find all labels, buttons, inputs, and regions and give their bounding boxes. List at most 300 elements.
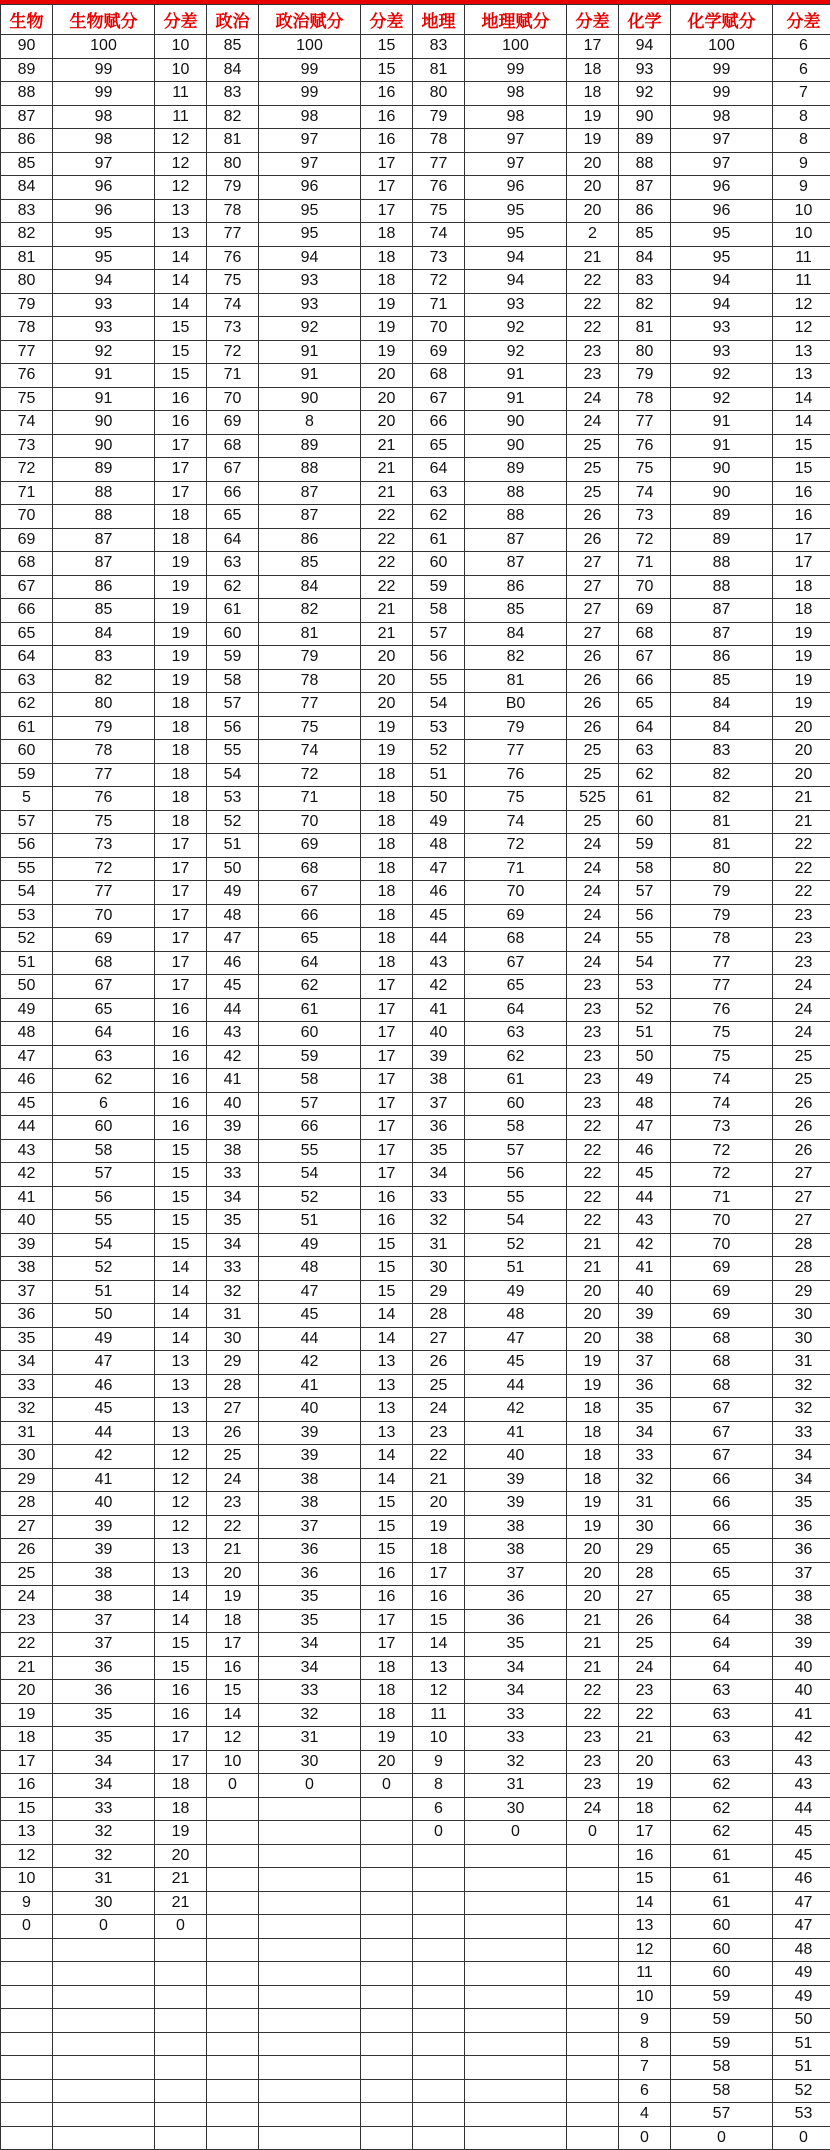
cell-geography-diff: 19 bbox=[567, 1351, 619, 1375]
cell-chemistry-scaled: 68 bbox=[671, 1374, 773, 1398]
cell-politics: 60 bbox=[207, 622, 259, 646]
cell-politics: 66 bbox=[207, 481, 259, 505]
cell-geography-scaled: 69 bbox=[465, 904, 567, 928]
cell-geography-diff: 21 bbox=[567, 1233, 619, 1257]
cell-chemistry: 83 bbox=[619, 270, 671, 294]
cell-geography: 79 bbox=[413, 105, 465, 129]
cell-politics: 32 bbox=[207, 1280, 259, 1304]
cell-chemistry: 6 bbox=[619, 2079, 671, 2103]
cell-geography-diff: 21 bbox=[567, 1609, 619, 1633]
cell-geography-scaled: 32 bbox=[465, 1750, 567, 1774]
cell-chemistry-diff: 16 bbox=[773, 481, 830, 505]
cell-biology-diff: 16 bbox=[155, 1092, 207, 1116]
cell-chemistry-diff: 45 bbox=[773, 1844, 830, 1868]
table-row bbox=[1, 834, 830, 858]
cell-politics-diff: 17 bbox=[361, 1116, 413, 1140]
cell-politics: 84 bbox=[207, 58, 259, 82]
cell-politics-scaled: 38 bbox=[259, 1492, 361, 1516]
cell-politics-scaled: 69 bbox=[259, 834, 361, 858]
cell-chemistry-diff: 27 bbox=[773, 1210, 830, 1234]
cell-chemistry-diff: 17 bbox=[773, 552, 830, 576]
cell-chemistry-scaled: 66 bbox=[671, 1492, 773, 1516]
cell-biology-scaled: 92 bbox=[53, 340, 155, 364]
cell-chemistry-scaled: 77 bbox=[671, 975, 773, 999]
cell-geography-diff: 26 bbox=[567, 646, 619, 670]
cell-politics-scaled: 44 bbox=[259, 1327, 361, 1351]
cell-biology-scaled bbox=[53, 2126, 155, 2150]
cell-biology: 78 bbox=[1, 317, 53, 341]
cell-chemistry-diff: 41 bbox=[773, 1703, 830, 1727]
cell-politics: 63 bbox=[207, 552, 259, 576]
cell-geography-diff: 27 bbox=[567, 599, 619, 623]
cell-chemistry-scaled: 61 bbox=[671, 1868, 773, 1892]
cell-politics: 75 bbox=[207, 270, 259, 294]
cell-politics-scaled: 35 bbox=[259, 1609, 361, 1633]
cell-politics-scaled: 87 bbox=[259, 481, 361, 505]
cell-geography-diff bbox=[567, 2056, 619, 2080]
cell-biology-scaled: 37 bbox=[53, 1633, 155, 1657]
cell-geography: 26 bbox=[413, 1351, 465, 1375]
cell-geography-scaled: 38 bbox=[465, 1539, 567, 1563]
cell-chemistry-diff: 28 bbox=[773, 1257, 830, 1281]
cell-politics-scaled bbox=[259, 1844, 361, 1868]
table-row bbox=[1, 693, 830, 717]
cell-biology-scaled: 52 bbox=[53, 1257, 155, 1281]
cell-politics-diff: 21 bbox=[361, 458, 413, 482]
cell-chemistry: 62 bbox=[619, 763, 671, 787]
cell-geography: 49 bbox=[413, 810, 465, 834]
cell-chemistry-scaled: 57 bbox=[671, 2103, 773, 2127]
cell-biology-diff: 10 bbox=[155, 35, 207, 59]
cell-biology: 46 bbox=[1, 1069, 53, 1093]
table-row bbox=[1, 2032, 830, 2056]
cell-politics: 28 bbox=[207, 1374, 259, 1398]
cell-geography-scaled bbox=[465, 1868, 567, 1892]
score-table bbox=[0, 4, 830, 2150]
cell-geography-scaled: 86 bbox=[465, 575, 567, 599]
cell-geography: 29 bbox=[413, 1280, 465, 1304]
cell-politics-scaled: 42 bbox=[259, 1351, 361, 1375]
cell-chemistry-scaled: 64 bbox=[671, 1609, 773, 1633]
cell-biology-scaled: 34 bbox=[53, 1774, 155, 1798]
cell-biology-diff: 12 bbox=[155, 1492, 207, 1516]
cell-chemistry-scaled: 69 bbox=[671, 1304, 773, 1328]
cell-geography bbox=[413, 1915, 465, 1939]
cell-chemistry-diff: 22 bbox=[773, 881, 830, 905]
cell-politics: 15 bbox=[207, 1680, 259, 1704]
table-row bbox=[1, 1562, 830, 1586]
cell-geography-diff: 25 bbox=[567, 740, 619, 764]
cell-politics-scaled: 77 bbox=[259, 693, 361, 717]
cell-biology-scaled: 0 bbox=[53, 1915, 155, 1939]
table-row bbox=[1, 1656, 830, 1680]
cell-geography bbox=[413, 2032, 465, 2056]
cell-chemistry-diff: 18 bbox=[773, 599, 830, 623]
cell-biology-scaled: 85 bbox=[53, 599, 155, 623]
cell-chemistry-scaled: 62 bbox=[671, 1774, 773, 1798]
cell-biology-diff bbox=[155, 1938, 207, 1962]
table-row bbox=[1, 1774, 830, 1798]
cell-geography: 61 bbox=[413, 528, 465, 552]
cell-geography-scaled: 71 bbox=[465, 857, 567, 881]
cell-politics: 82 bbox=[207, 105, 259, 129]
cell-biology-diff bbox=[155, 2126, 207, 2150]
cell-biology-diff: 18 bbox=[155, 505, 207, 529]
cell-chemistry-scaled: 81 bbox=[671, 834, 773, 858]
cell-biology-scaled: 77 bbox=[53, 881, 155, 905]
cell-geography-scaled: 98 bbox=[465, 105, 567, 129]
cell-chemistry-scaled: 96 bbox=[671, 199, 773, 223]
cell-biology-diff: 16 bbox=[155, 1116, 207, 1140]
cell-biology-scaled: 79 bbox=[53, 716, 155, 740]
cell-chemistry-diff: 20 bbox=[773, 763, 830, 787]
header-row bbox=[1, 5, 830, 35]
cell-geography: 70 bbox=[413, 317, 465, 341]
cell-chemistry: 87 bbox=[619, 176, 671, 200]
cell-politics-diff bbox=[361, 1938, 413, 1962]
cell-biology-diff: 21 bbox=[155, 1868, 207, 1892]
cell-geography-scaled: 60 bbox=[465, 1092, 567, 1116]
cell-politics: 50 bbox=[207, 857, 259, 881]
cell-geography: 53 bbox=[413, 716, 465, 740]
cell-geography: 0 bbox=[413, 1821, 465, 1845]
cell-biology-diff: 17 bbox=[155, 1727, 207, 1751]
cell-biology-diff: 15 bbox=[155, 1656, 207, 1680]
cell-biology-diff bbox=[155, 1962, 207, 1986]
cell-geography-diff: 25 bbox=[567, 434, 619, 458]
cell-geography-scaled: 93 bbox=[465, 293, 567, 317]
cell-chemistry-scaled: 93 bbox=[671, 340, 773, 364]
cell-biology bbox=[1, 2009, 53, 2033]
cell-biology: 51 bbox=[1, 951, 53, 975]
cell-biology-scaled: 99 bbox=[53, 58, 155, 82]
cell-politics-scaled bbox=[259, 2126, 361, 2150]
cell-geography-diff: 22 bbox=[567, 1186, 619, 1210]
cell-politics: 76 bbox=[207, 246, 259, 270]
cell-politics-diff: 20 bbox=[361, 646, 413, 670]
cell-politics-diff: 22 bbox=[361, 505, 413, 529]
cell-biology bbox=[1, 2079, 53, 2103]
cell-chemistry: 90 bbox=[619, 105, 671, 129]
cell-biology-scaled: 88 bbox=[53, 481, 155, 505]
cell-geography-diff: 23 bbox=[567, 1774, 619, 1798]
cell-chemistry-scaled: 73 bbox=[671, 1116, 773, 1140]
cell-chemistry: 41 bbox=[619, 1257, 671, 1281]
cell-biology-diff bbox=[155, 2056, 207, 2080]
cell-chemistry-scaled: 64 bbox=[671, 1633, 773, 1657]
cell-politics: 49 bbox=[207, 881, 259, 905]
cell-biology-diff: 12 bbox=[155, 1445, 207, 1469]
cell-politics-diff: 17 bbox=[361, 1069, 413, 1093]
cell-chemistry-scaled: 58 bbox=[671, 2079, 773, 2103]
cell-politics-diff: 17 bbox=[361, 1139, 413, 1163]
cell-geography-diff: 23 bbox=[567, 364, 619, 388]
cell-chemistry-scaled: 97 bbox=[671, 129, 773, 153]
cell-chemistry: 23 bbox=[619, 1680, 671, 1704]
cell-chemistry-scaled: 74 bbox=[671, 1069, 773, 1093]
cell-chemistry-diff: 35 bbox=[773, 1492, 830, 1516]
cell-chemistry-scaled: 63 bbox=[671, 1680, 773, 1704]
cell-politics-diff bbox=[361, 2056, 413, 2080]
cell-chemistry-diff: 34 bbox=[773, 1468, 830, 1492]
cell-chemistry-diff: 40 bbox=[773, 1680, 830, 1704]
cell-chemistry: 19 bbox=[619, 1774, 671, 1798]
cell-geography-diff: 24 bbox=[567, 411, 619, 435]
cell-politics-scaled: 41 bbox=[259, 1374, 361, 1398]
cell-politics bbox=[207, 2009, 259, 2033]
cell-politics-scaled bbox=[259, 1891, 361, 1915]
cell-biology: 57 bbox=[1, 810, 53, 834]
cell-geography: 23 bbox=[413, 1421, 465, 1445]
cell-politics: 81 bbox=[207, 129, 259, 153]
cell-geography-scaled: 67 bbox=[465, 951, 567, 975]
cell-chemistry-diff: 27 bbox=[773, 1186, 830, 1210]
table-row bbox=[1, 904, 830, 928]
cell-biology-diff: 14 bbox=[155, 246, 207, 270]
cell-geography-diff: 23 bbox=[567, 975, 619, 999]
cell-chemistry-diff: 14 bbox=[773, 387, 830, 411]
cell-chemistry: 93 bbox=[619, 58, 671, 82]
cell-biology bbox=[1, 2103, 53, 2127]
cell-geography: 21 bbox=[413, 1468, 465, 1492]
cell-geography-diff: 25 bbox=[567, 481, 619, 505]
cell-politics bbox=[207, 1868, 259, 1892]
cell-politics-scaled bbox=[259, 1797, 361, 1821]
cell-geography-diff: 20 bbox=[567, 199, 619, 223]
cell-politics-scaled: 54 bbox=[259, 1163, 361, 1187]
cell-biology-scaled: 70 bbox=[53, 904, 155, 928]
cell-chemistry-scaled: 68 bbox=[671, 1327, 773, 1351]
cell-chemistry-scaled: 63 bbox=[671, 1727, 773, 1751]
table-row bbox=[1, 2009, 830, 2033]
cell-biology-scaled: 34 bbox=[53, 1750, 155, 1774]
cell-biology-diff: 18 bbox=[155, 1797, 207, 1821]
cell-politics-diff: 18 bbox=[361, 834, 413, 858]
cell-politics: 79 bbox=[207, 176, 259, 200]
cell-geography-diff: 22 bbox=[567, 1139, 619, 1163]
cell-chemistry-scaled: 86 bbox=[671, 646, 773, 670]
cell-geography-diff: 27 bbox=[567, 622, 619, 646]
cell-biology-scaled: 55 bbox=[53, 1210, 155, 1234]
cell-biology-scaled: 73 bbox=[53, 834, 155, 858]
table-row bbox=[1, 387, 830, 411]
cell-chemistry-diff: 29 bbox=[773, 1280, 830, 1304]
cell-biology: 16 bbox=[1, 1774, 53, 1798]
cell-biology-scaled: 90 bbox=[53, 411, 155, 435]
cell-chemistry-scaled: 65 bbox=[671, 1586, 773, 1610]
cell-biology: 48 bbox=[1, 1022, 53, 1046]
cell-biology-scaled: 91 bbox=[53, 364, 155, 388]
cell-chemistry-scaled: 67 bbox=[671, 1398, 773, 1422]
cell-chemistry: 80 bbox=[619, 340, 671, 364]
cell-chemistry: 10 bbox=[619, 1985, 671, 2009]
cell-geography: 6 bbox=[413, 1797, 465, 1821]
cell-geography-diff: 21 bbox=[567, 1633, 619, 1657]
table-row bbox=[1, 317, 830, 341]
cell-biology: 85 bbox=[1, 152, 53, 176]
cell-geography-scaled bbox=[465, 1915, 567, 1939]
cell-politics: 31 bbox=[207, 1304, 259, 1328]
cell-politics-scaled bbox=[259, 2103, 361, 2127]
cell-biology-scaled: 32 bbox=[53, 1821, 155, 1845]
cell-geography-diff: 23 bbox=[567, 340, 619, 364]
cell-politics-scaled: 90 bbox=[259, 387, 361, 411]
cell-geography: 14 bbox=[413, 1633, 465, 1657]
cell-biology: 83 bbox=[1, 199, 53, 223]
cell-geography-scaled: 44 bbox=[465, 1374, 567, 1398]
cell-geography-diff bbox=[567, 1915, 619, 1939]
cell-politics: 16 bbox=[207, 1656, 259, 1680]
cell-geography-diff: 24 bbox=[567, 834, 619, 858]
cell-biology-diff: 19 bbox=[155, 669, 207, 693]
cell-politics: 54 bbox=[207, 763, 259, 787]
cell-politics: 12 bbox=[207, 1727, 259, 1751]
cell-geography-scaled: 45 bbox=[465, 1351, 567, 1375]
cell-politics: 59 bbox=[207, 646, 259, 670]
cell-geography: 74 bbox=[413, 223, 465, 247]
cell-politics: 40 bbox=[207, 1092, 259, 1116]
cell-chemistry-diff: 47 bbox=[773, 1915, 830, 1939]
cell-geography bbox=[413, 1844, 465, 1868]
cell-chemistry: 66 bbox=[619, 669, 671, 693]
cell-chemistry-diff: 11 bbox=[773, 246, 830, 270]
cell-chemistry: 78 bbox=[619, 387, 671, 411]
cell-geography-scaled: 82 bbox=[465, 646, 567, 670]
cell-biology-scaled: 99 bbox=[53, 82, 155, 106]
cell-biology-diff: 13 bbox=[155, 1562, 207, 1586]
cell-biology: 9 bbox=[1, 1891, 53, 1915]
cell-chemistry-scaled: 58 bbox=[671, 2056, 773, 2080]
cell-chemistry-diff: 22 bbox=[773, 857, 830, 881]
table-row bbox=[1, 646, 830, 670]
cell-politics-diff: 13 bbox=[361, 1351, 413, 1375]
cell-chemistry-scaled: 94 bbox=[671, 270, 773, 294]
cell-chemistry-diff: 9 bbox=[773, 176, 830, 200]
cell-chemistry: 50 bbox=[619, 1045, 671, 1069]
cell-biology-diff: 14 bbox=[155, 1304, 207, 1328]
cell-biology: 64 bbox=[1, 646, 53, 670]
cell-chemistry-scaled: 62 bbox=[671, 1797, 773, 1821]
cell-chemistry-diff: 12 bbox=[773, 293, 830, 317]
cell-geography-diff bbox=[567, 2079, 619, 2103]
cell-biology-diff: 17 bbox=[155, 458, 207, 482]
cell-chemistry: 77 bbox=[619, 411, 671, 435]
cell-chemistry-diff: 28 bbox=[773, 1233, 830, 1257]
cell-geography-scaled: 51 bbox=[465, 1257, 567, 1281]
cell-geography-diff: 22 bbox=[567, 1163, 619, 1187]
header-biology: 生物 bbox=[1, 5, 53, 35]
cell-chemistry-scaled: 71 bbox=[671, 1186, 773, 1210]
cell-biology-diff: 12 bbox=[155, 176, 207, 200]
table-row bbox=[1, 152, 830, 176]
cell-geography: 12 bbox=[413, 1680, 465, 1704]
cell-biology-scaled: 68 bbox=[53, 951, 155, 975]
cell-chemistry-scaled: 88 bbox=[671, 575, 773, 599]
cell-chemistry-scaled: 61 bbox=[671, 1891, 773, 1915]
cell-chemistry: 57 bbox=[619, 881, 671, 905]
cell-politics-diff bbox=[361, 1844, 413, 1868]
table-row bbox=[1, 1186, 830, 1210]
cell-biology-scaled: 32 bbox=[53, 1844, 155, 1868]
cell-biology-diff: 14 bbox=[155, 1609, 207, 1633]
cell-politics-scaled: 98 bbox=[259, 105, 361, 129]
cell-politics-diff bbox=[361, 2079, 413, 2103]
cell-politics-diff: 18 bbox=[361, 787, 413, 811]
cell-geography-diff: 21 bbox=[567, 1257, 619, 1281]
table-row bbox=[1, 740, 830, 764]
cell-chemistry: 42 bbox=[619, 1233, 671, 1257]
cell-geography-diff bbox=[567, 1844, 619, 1868]
cell-politics-diff: 16 bbox=[361, 82, 413, 106]
cell-chemistry: 32 bbox=[619, 1468, 671, 1492]
cell-biology-scaled: 87 bbox=[53, 552, 155, 576]
cell-chemistry-diff: 15 bbox=[773, 434, 830, 458]
cell-chemistry-scaled: 85 bbox=[671, 669, 773, 693]
cell-geography: 58 bbox=[413, 599, 465, 623]
cell-politics: 29 bbox=[207, 1351, 259, 1375]
table-row bbox=[1, 1257, 830, 1281]
cell-geography-scaled: 76 bbox=[465, 763, 567, 787]
table-row bbox=[1, 599, 830, 623]
cell-politics-diff: 17 bbox=[361, 1022, 413, 1046]
cell-politics-scaled: 64 bbox=[259, 951, 361, 975]
table-row bbox=[1, 1022, 830, 1046]
cell-geography-diff: 23 bbox=[567, 1092, 619, 1116]
cell-politics-diff: 14 bbox=[361, 1445, 413, 1469]
cell-chemistry-diff: 49 bbox=[773, 1962, 830, 1986]
cell-geography-diff: 22 bbox=[567, 1703, 619, 1727]
cell-biology-scaled: 35 bbox=[53, 1703, 155, 1727]
cell-politics-scaled: 57 bbox=[259, 1092, 361, 1116]
cell-geography: 66 bbox=[413, 411, 465, 435]
cell-geography bbox=[413, 2056, 465, 2080]
cell-biology-diff: 18 bbox=[155, 1774, 207, 1798]
cell-chemistry: 63 bbox=[619, 740, 671, 764]
cell-geography bbox=[413, 2126, 465, 2150]
cell-biology: 62 bbox=[1, 693, 53, 717]
cell-chemistry-scaled: 90 bbox=[671, 458, 773, 482]
cell-chemistry-scaled: 91 bbox=[671, 434, 773, 458]
cell-chemistry: 47 bbox=[619, 1116, 671, 1140]
cell-geography: 81 bbox=[413, 58, 465, 82]
cell-chemistry-diff: 23 bbox=[773, 951, 830, 975]
cell-geography-diff bbox=[567, 1985, 619, 2009]
table-row bbox=[1, 1938, 830, 1962]
cell-chemistry-scaled: 70 bbox=[671, 1233, 773, 1257]
cell-biology-scaled: 39 bbox=[53, 1515, 155, 1539]
cell-politics-scaled: 92 bbox=[259, 317, 361, 341]
cell-politics: 85 bbox=[207, 35, 259, 59]
cell-biology-diff: 16 bbox=[155, 1022, 207, 1046]
cell-biology-diff: 13 bbox=[155, 1421, 207, 1445]
cell-chemistry-diff: 51 bbox=[773, 2056, 830, 2080]
cell-geography-scaled: 47 bbox=[465, 1327, 567, 1351]
cell-chemistry-diff: 19 bbox=[773, 693, 830, 717]
cell-geography-diff: 18 bbox=[567, 1468, 619, 1492]
table-row bbox=[1, 458, 830, 482]
cell-politics-diff: 18 bbox=[361, 881, 413, 905]
cell-politics: 34 bbox=[207, 1233, 259, 1257]
cell-politics-diff: 18 bbox=[361, 1703, 413, 1727]
cell-geography-diff: 20 bbox=[567, 1280, 619, 1304]
cell-biology-scaled: 83 bbox=[53, 646, 155, 670]
cell-geography-scaled: 92 bbox=[465, 340, 567, 364]
cell-politics: 20 bbox=[207, 1562, 259, 1586]
cell-biology: 40 bbox=[1, 1210, 53, 1234]
cell-geography-diff: 21 bbox=[567, 246, 619, 270]
cell-politics-diff: 13 bbox=[361, 1398, 413, 1422]
cell-politics-diff: 21 bbox=[361, 481, 413, 505]
